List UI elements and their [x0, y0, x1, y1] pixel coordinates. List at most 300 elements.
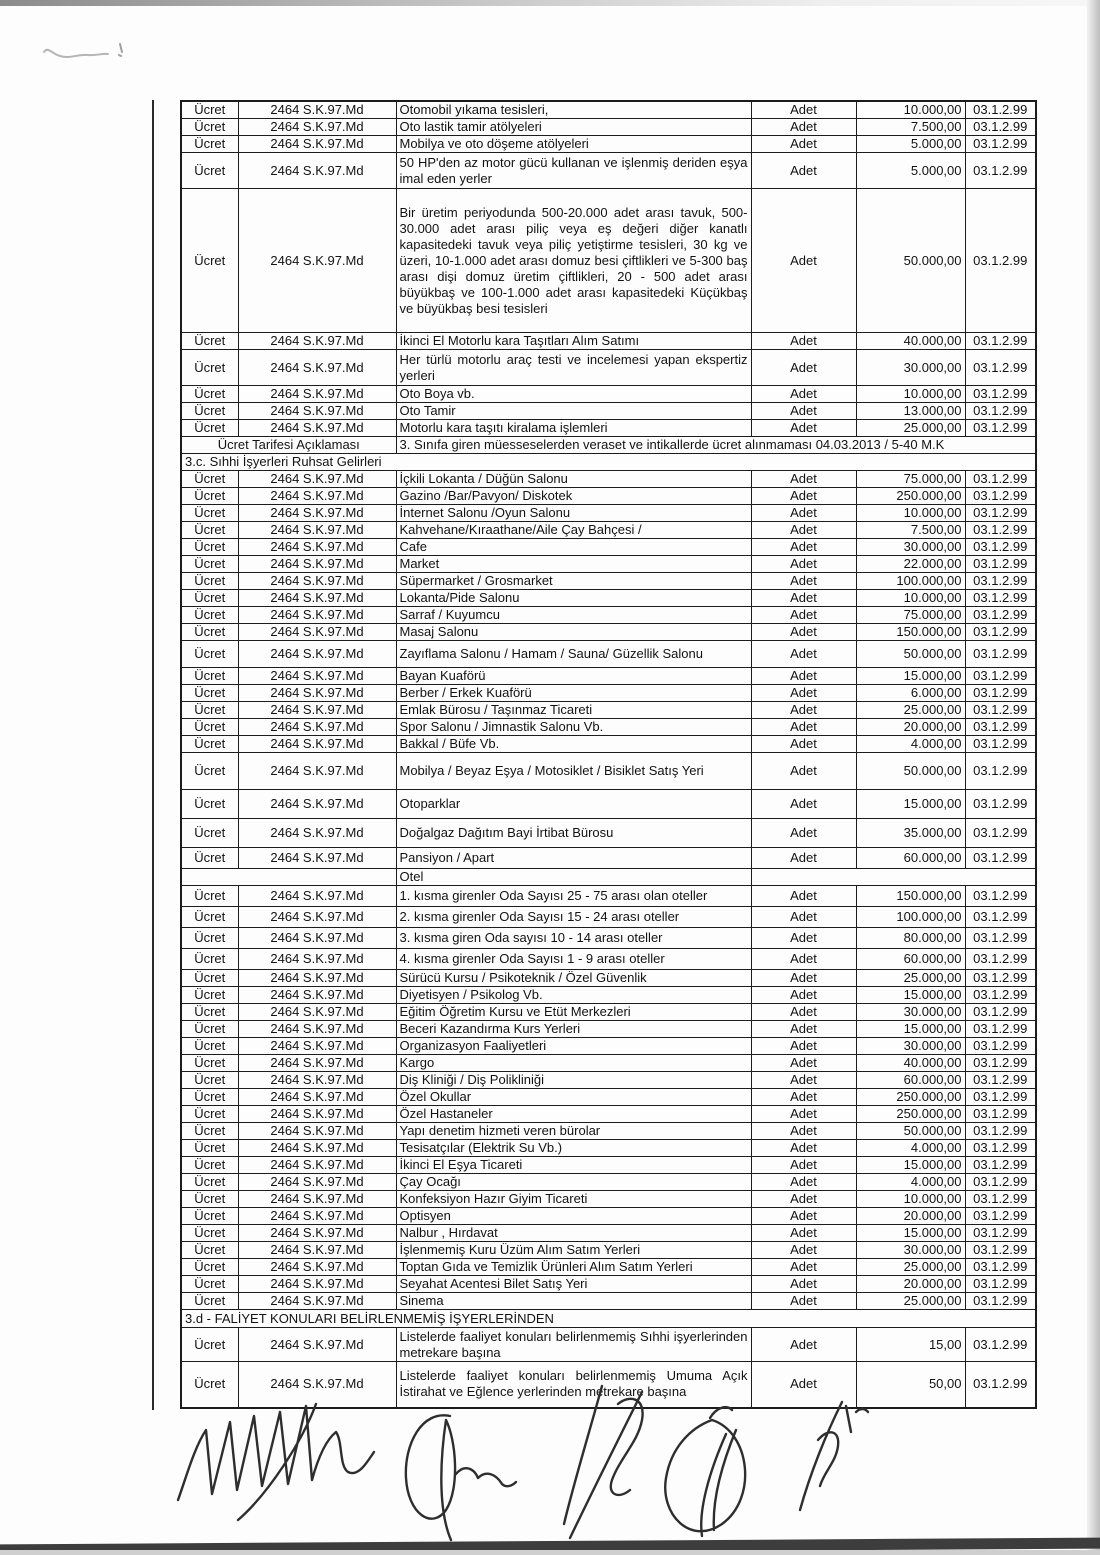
cell-amount: 30.000,00: [856, 1242, 965, 1259]
cell-unit: Adet: [751, 1089, 856, 1106]
scan-edge-bottom-shadow: [0, 1550, 1100, 1555]
cell-law-ref: 2464 S.K.97.Md: [238, 1157, 396, 1174]
cell-law-ref: 2464 S.K.97.Md: [238, 1225, 396, 1242]
cell-law-ref: 2464 S.K.97.Md: [238, 1293, 396, 1310]
table-row: [181, 1038, 1036, 1055]
table-row: [181, 101, 1036, 119]
cell-description: Motorlu kara taşıtı kiralama işlemleri: [396, 420, 751, 437]
cell-law-ref: 2464 S.K.97.Md: [238, 1106, 396, 1123]
cell-unit: Adet: [751, 1242, 856, 1259]
cell-amount: 20.000,00: [856, 719, 965, 736]
cell-amount: 15.000,00: [856, 1225, 965, 1242]
cell-description: Masaj Salonu: [396, 624, 751, 641]
cell-unit: Adet: [751, 848, 856, 869]
cell-description: Listelerde faaliyet konuları belirlenmemiş Umuma Açık İstirahat ve Eğlence yerlerinden metrekare başına: [396, 1362, 751, 1408]
cell-fee-type: Ücret: [181, 1225, 238, 1242]
cell-amount: 10.000,00: [856, 386, 965, 403]
table-row: [181, 702, 1036, 719]
cell-law-ref: 2464 S.K.97.Md: [238, 1242, 396, 1259]
cell-description: Doğalgaz Dağıtım Bayi İrtibat Bürosu: [396, 819, 751, 848]
table-row: [181, 624, 1036, 641]
table-row: [181, 1021, 1036, 1038]
cell-law-ref: 2464 S.K.97.Md: [238, 790, 396, 819]
cell-amount: 250.000,00: [856, 1089, 965, 1106]
cell-date: 03.1.2.99: [965, 753, 1036, 790]
cell-fee-type: Ücret: [181, 488, 238, 505]
cell-fee-type: Ücret: [181, 790, 238, 819]
cell-amount: 40.000,00: [856, 333, 965, 350]
table-row: [181, 1089, 1036, 1106]
cell-fee-type: Ücret: [181, 753, 238, 790]
table-row: [181, 539, 1036, 556]
cell-date: 03.1.2.99: [965, 685, 1036, 702]
cell-date: 03.1.2.99: [965, 522, 1036, 539]
cell-fee-type: Ücret: [181, 119, 238, 136]
cell-amount: 4.000,00: [856, 1174, 965, 1191]
cell-law-ref: 2464 S.K.97.Md: [238, 1004, 396, 1021]
table-row: [181, 1123, 1036, 1140]
cell-law-ref: 2464 S.K.97.Md: [238, 1208, 396, 1225]
cell-description: Her türlü motorlu araç testi ve incelemesi yapan ekspertiz yerleri: [396, 350, 751, 386]
table-row: [181, 970, 1036, 987]
cell-law-ref: 2464 S.K.97.Md: [238, 590, 396, 607]
cell-date: 03.1.2.99: [965, 539, 1036, 556]
cell-amount: 30.000,00: [856, 1038, 965, 1055]
cell-unit: Adet: [751, 1140, 856, 1157]
table-row: [181, 907, 1036, 928]
cell-date: 03.1.2.99: [965, 1362, 1036, 1408]
cell-amount: 30.000,00: [856, 539, 965, 556]
table-row: [181, 556, 1036, 573]
cell-fee-type: Ücret: [181, 1021, 238, 1038]
cell-law-ref: 2464 S.K.97.Md: [238, 1259, 396, 1276]
table-row: [181, 153, 1036, 189]
cell-amount: 10.000,00: [856, 505, 965, 522]
table-row: [181, 641, 1036, 668]
cell-description: Çay Ocağı: [396, 1174, 751, 1191]
cell-unit: Adet: [751, 573, 856, 590]
cell-description: Bakkal / Büfe Vb.: [396, 736, 751, 753]
cell-fee-type: Ücret: [181, 1140, 238, 1157]
cell-empty-right: [751, 869, 1036, 886]
cell-unit: Adet: [751, 1157, 856, 1174]
cell-fee-type: Ücret: [181, 949, 238, 970]
cell-unit: Adet: [751, 719, 856, 736]
cell-date: 03.1.2.99: [965, 1157, 1036, 1174]
cell-law-ref: 2464 S.K.97.Md: [238, 753, 396, 790]
cell-amount: 30.000,00: [856, 1004, 965, 1021]
section-row: [181, 454, 1036, 471]
cell-date: 03.1.2.99: [965, 970, 1036, 987]
table-row: [181, 403, 1036, 420]
cell-law-ref: 2464 S.K.97.Md: [238, 1328, 396, 1362]
cell-date: 03.1.2.99: [965, 119, 1036, 136]
cell-date: 03.1.2.99: [965, 928, 1036, 949]
cell-fee-type: Ücret: [181, 136, 238, 153]
cell-description: 50 HP'den az motor gücü kullanan ve işlenmiş deriden eşya imal eden yerler: [396, 153, 751, 189]
cell-date: 03.1.2.99: [965, 886, 1036, 907]
cell-amount: 100.000,00: [856, 907, 965, 928]
cell-description: Bayan Kuaförü: [396, 668, 751, 685]
cell-law-ref: 2464 S.K.97.Md: [238, 1055, 396, 1072]
cell-amount: 25.000,00: [856, 702, 965, 719]
cell-fee-type: Ücret: [181, 386, 238, 403]
cell-amount: 150.000,00: [856, 886, 965, 907]
cell-amount: 50,00: [856, 1362, 965, 1408]
cell-law-ref: 2464 S.K.97.Md: [238, 573, 396, 590]
cell-description: Otel: [396, 869, 751, 886]
cell-amount: 50.000,00: [856, 753, 965, 790]
cell-amount: 250.000,00: [856, 1106, 965, 1123]
table-row: [181, 736, 1036, 753]
cell-fee-type: Ücret: [181, 928, 238, 949]
table-row: [181, 886, 1036, 907]
cell-fee-type: Ücret: [181, 1106, 238, 1123]
cell-fee-type: Ücret: [181, 1259, 238, 1276]
cell-description: 1. kısma girenler Oda Sayısı 25 - 75 arası olan oteller: [396, 886, 751, 907]
cell-amount: 60.000,00: [856, 1072, 965, 1089]
cell-law-ref: 2464 S.K.97.Md: [238, 386, 396, 403]
cell-date: 03.1.2.99: [965, 350, 1036, 386]
cell-date: 03.1.2.99: [965, 949, 1036, 970]
cell-description: İçkili Lokanta / Düğün Salonu: [396, 471, 751, 488]
table-row: [181, 1293, 1036, 1310]
cell-date: 03.1.2.99: [965, 1259, 1036, 1276]
cell-fee-type: Ücret: [181, 1362, 238, 1408]
cell-fee-type: Ücret: [181, 1242, 238, 1259]
cell-law-ref: 2464 S.K.97.Md: [238, 685, 396, 702]
cell-amount: 6.000,00: [856, 685, 965, 702]
cell-unit: Adet: [751, 153, 856, 189]
cell-description: İkinci El Motorlu kara Taşıtları Alım Satımı: [396, 333, 751, 350]
cell-fee-type: Ücret: [181, 1004, 238, 1021]
cell-note-label: Ücret Tarifesi Açıklaması: [181, 437, 396, 454]
cell-date: 03.1.2.99: [965, 1123, 1036, 1140]
cell-unit: Adet: [751, 189, 856, 333]
cell-law-ref: 2464 S.K.97.Md: [238, 101, 396, 119]
cell-fee-type: Ücret: [181, 1072, 238, 1089]
table-row: [181, 119, 1036, 136]
cell-law-ref: 2464 S.K.97.Md: [238, 1276, 396, 1293]
cell-fee-type: Ücret: [181, 1328, 238, 1362]
cell-description: Bir üretim periyodunda 500-20.000 adet arası tavuk, 500-30.000 adet arası piliç veya eş değeri diğer kanatlı kapasitedeki tavuk veya piliç yetiştirme tesisleri, 30 kg ve üzeri, 10-1.000 adet arası domuz besi çiftlikleri ve 5-300 baş arası dişi domuz üretim çiftlikleri, 20 - 500 adet arası büyükbaş ve 100-1.000 adet arası kapasitedeki Küçükbaş ve büyükbaş besi tesisleri: [396, 189, 751, 333]
cell-unit: Adet: [751, 101, 856, 119]
cell-amount: 25.000,00: [856, 420, 965, 437]
table-row: [181, 1157, 1036, 1174]
cell-law-ref: 2464 S.K.97.Md: [238, 1191, 396, 1208]
cell-fee-type: Ücret: [181, 719, 238, 736]
cell-unit: Adet: [751, 119, 856, 136]
cell-law-ref: 2464 S.K.97.Md: [238, 1174, 396, 1191]
cell-unit: Adet: [751, 1055, 856, 1072]
cell-date: 03.1.2.99: [965, 819, 1036, 848]
cell-date: 03.1.2.99: [965, 1276, 1036, 1293]
cell-date: 03.1.2.99: [965, 101, 1036, 119]
cell-law-ref: 2464 S.K.97.Md: [238, 702, 396, 719]
cell-unit: Adet: [751, 1174, 856, 1191]
table-row: [181, 1174, 1036, 1191]
table-row: [181, 136, 1036, 153]
cell-description: 4. kısma girenler Oda Sayısı 1 - 9 arası oteller: [396, 949, 751, 970]
cell-description: Sinema: [396, 1293, 751, 1310]
cell-unit: Adet: [751, 556, 856, 573]
cell-law-ref: 2464 S.K.97.Md: [238, 907, 396, 928]
cell-date: 03.1.2.99: [965, 1242, 1036, 1259]
cell-unit: Adet: [751, 539, 856, 556]
cell-description: Spor Salonu / Jimnastik Salonu Vb.: [396, 719, 751, 736]
cell-fee-type: Ücret: [181, 685, 238, 702]
table-row: [181, 505, 1036, 522]
cell-description: Gazino /Bar/Pavyon/ Diskotek: [396, 488, 751, 505]
cell-fee-type: Ücret: [181, 624, 238, 641]
cell-amount: 15,00: [856, 1328, 965, 1362]
cell-unit: Adet: [751, 420, 856, 437]
cell-unit: Adet: [751, 886, 856, 907]
cell-law-ref: 2464 S.K.97.Md: [238, 928, 396, 949]
cell-date: 03.1.2.99: [965, 1174, 1036, 1191]
cell-fee-type: Ücret: [181, 420, 238, 437]
cell-unit: Adet: [751, 928, 856, 949]
cell-unit: Adet: [751, 1038, 856, 1055]
cell-description: 2. kısma girenler Oda Sayısı 15 - 24 arası oteller: [396, 907, 751, 928]
cell-unit: Adet: [751, 790, 856, 819]
cell-description: Otomobil yıkama tesisleri,: [396, 101, 751, 119]
table-row: [181, 1072, 1036, 1089]
cell-amount: 50.000,00: [856, 641, 965, 668]
table-row: [181, 488, 1036, 505]
cell-description: İşlenmemiş Kuru Üzüm Alım Satım Yerleri: [396, 1242, 751, 1259]
cell-description: Seyahat Acentesi Bilet Satış Yeri: [396, 1276, 751, 1293]
table-row: [181, 386, 1036, 403]
tariff-table-body: [181, 101, 1036, 1408]
cell-unit: Adet: [751, 403, 856, 420]
cell-description: Listelerde faaliyet konuları belirlenmemiş Sıhhi işyerlerinden metrekare başına: [396, 1328, 751, 1362]
cell-law-ref: 2464 S.K.97.Md: [238, 819, 396, 848]
cell-amount: 13.000,00: [856, 403, 965, 420]
scan-edge-right: [1087, 0, 1100, 1555]
cell-date: 03.1.2.99: [965, 590, 1036, 607]
cell-amount: 100.000,00: [856, 573, 965, 590]
cell-law-ref: 2464 S.K.97.Md: [238, 539, 396, 556]
cell-date: 03.1.2.99: [965, 488, 1036, 505]
cell-unit: Adet: [751, 1106, 856, 1123]
cell-date: 03.1.2.99: [965, 1225, 1036, 1242]
cell-amount: 15.000,00: [856, 1021, 965, 1038]
cell-description: İnternet Salonu /Oyun Salonu: [396, 505, 751, 522]
cell-amount: 7.500,00: [856, 522, 965, 539]
signature-5: [800, 1402, 868, 1510]
cell-amount: 22.000,00: [856, 556, 965, 573]
cell-date: 03.1.2.99: [965, 1140, 1036, 1157]
cell-unit: Adet: [751, 1004, 856, 1021]
cell-date: 03.1.2.99: [965, 403, 1036, 420]
table-row: [181, 607, 1036, 624]
cell-law-ref: 2464 S.K.97.Md: [238, 970, 396, 987]
note-row: [181, 437, 1036, 454]
cell-fee-type: Ücret: [181, 907, 238, 928]
cell-date: 03.1.2.99: [965, 1055, 1036, 1072]
table-row: [181, 522, 1036, 539]
cell-law-ref: 2464 S.K.97.Md: [238, 607, 396, 624]
cell-fee-type: Ücret: [181, 590, 238, 607]
cell-date: 03.1.2.99: [965, 1021, 1036, 1038]
cell-law-ref: 2464 S.K.97.Md: [238, 1140, 396, 1157]
cell-fee-type: Ücret: [181, 702, 238, 719]
cell-amount: 15.000,00: [856, 790, 965, 819]
cell-fee-type: Ücret: [181, 607, 238, 624]
pencil-mark: [38, 38, 138, 72]
cell-description: Yapı denetim hizmeti veren bürolar: [396, 1123, 751, 1140]
cell-description: Oto Tamir: [396, 403, 751, 420]
cell-unit: Adet: [751, 1293, 856, 1310]
cell-law-ref: 2464 S.K.97.Md: [238, 1123, 396, 1140]
cell-description: Sarraf / Kuyumcu: [396, 607, 751, 624]
cell-date: 03.1.2.99: [965, 987, 1036, 1004]
table-row: [181, 1208, 1036, 1225]
signature-1: [178, 1404, 374, 1520]
cell-date: 03.1.2.99: [965, 386, 1036, 403]
cell-date: 03.1.2.99: [965, 848, 1036, 869]
cell-description: Lokanta/Pide Salonu: [396, 590, 751, 607]
cell-unit: Adet: [751, 1208, 856, 1225]
cell-date: 03.1.2.99: [965, 471, 1036, 488]
table-row: [181, 573, 1036, 590]
cell-description: Özel Okullar: [396, 1089, 751, 1106]
cell-amount: 7.500,00: [856, 119, 965, 136]
table-row: [181, 1140, 1036, 1157]
cell-date: 03.1.2.99: [965, 420, 1036, 437]
table-row: [181, 1106, 1036, 1123]
cell-fee-type: Ücret: [181, 101, 238, 119]
cell-description: Oto Boya vb.: [396, 386, 751, 403]
cell-unit: Adet: [751, 136, 856, 153]
cell-law-ref: 2464 S.K.97.Md: [238, 153, 396, 189]
cell-date: 03.1.2.99: [965, 1072, 1036, 1089]
cell-unit: Adet: [751, 522, 856, 539]
cell-unit: Adet: [751, 1328, 856, 1362]
cell-amount: 40.000,00: [856, 1055, 965, 1072]
cell-law-ref: 2464 S.K.97.Md: [238, 668, 396, 685]
cell-fee-type: Ücret: [181, 1208, 238, 1225]
cell-law-ref: 2464 S.K.97.Md: [238, 1362, 396, 1408]
cell-unit: Adet: [751, 1225, 856, 1242]
cell-description: Özel Hastaneler: [396, 1106, 751, 1123]
cell-fee-type: Ücret: [181, 987, 238, 1004]
cell-date: 03.1.2.99: [965, 668, 1036, 685]
cell-amount: 75.000,00: [856, 607, 965, 624]
cell-unit: Adet: [751, 590, 856, 607]
cell-fee-type: Ücret: [181, 403, 238, 420]
table-row: [181, 719, 1036, 736]
cell-fee-type: Ücret: [181, 1174, 238, 1191]
cell-amount: 60.000,00: [856, 848, 965, 869]
cell-law-ref: 2464 S.K.97.Md: [238, 333, 396, 350]
cell-description: Zayıflama Salonu / Hamam / Sauna/ Güzellik Salonu: [396, 641, 751, 668]
cell-unit: Adet: [751, 1123, 856, 1140]
cell-fee-type: Ücret: [181, 1038, 238, 1055]
cell-amount: 10.000,00: [856, 1191, 965, 1208]
cell-description: Diyetisyen / Psikolog Vb.: [396, 987, 751, 1004]
cell-law-ref: 2464 S.K.97.Md: [238, 505, 396, 522]
cell-date: 03.1.2.99: [965, 1089, 1036, 1106]
cell-fee-type: Ücret: [181, 522, 238, 539]
cell-unit: Adet: [751, 333, 856, 350]
cell-fee-type: Ücret: [181, 1123, 238, 1140]
cell-date: 03.1.2.99: [965, 790, 1036, 819]
table-row: [181, 1276, 1036, 1293]
cell-date: 03.1.2.99: [965, 189, 1036, 333]
cell-date: 03.1.2.99: [965, 907, 1036, 928]
cell-description: Mobilya ve oto döşeme atölyeleri: [396, 136, 751, 153]
cell-description: Beceri Kazandırma Kurs Yerleri: [396, 1021, 751, 1038]
cell-amount: 5.000,00: [856, 136, 965, 153]
cell-fee-type: Ücret: [181, 1276, 238, 1293]
cell-empty-left: [181, 869, 396, 886]
cell-law-ref: 2464 S.K.97.Md: [238, 1038, 396, 1055]
cell-date: 03.1.2.99: [965, 136, 1036, 153]
cell-unit: Adet: [751, 819, 856, 848]
table-row: [181, 350, 1036, 386]
cell-fee-type: Ücret: [181, 505, 238, 522]
cell-amount: 50.000,00: [856, 189, 965, 333]
cell-unit: Adet: [751, 350, 856, 386]
cell-fee-type: Ücret: [181, 539, 238, 556]
cell-description: Emlak Bürosu / Taşınmaz Ticareti: [396, 702, 751, 719]
cell-description: Mobilya / Beyaz Eşya / Motosiklet / Bisiklet Satış Yeri: [396, 753, 751, 790]
cell-description: Otoparklar: [396, 790, 751, 819]
cell-fee-type: Ücret: [181, 1293, 238, 1310]
signature-4: [665, 1407, 745, 1536]
cell-amount: 10.000,00: [856, 590, 965, 607]
cell-fee-type: Ücret: [181, 1089, 238, 1106]
cell-amount: 10.000,00: [856, 101, 965, 119]
cell-description: Berber / Erkek Kuaförü: [396, 685, 751, 702]
scan-edge-top: [0, 0, 1100, 6]
cell-law-ref: 2464 S.K.97.Md: [238, 987, 396, 1004]
cell-note-text: 3. Sınıfa giren müesseselerden veraset ve intikallerde ücret alınmaması 04.03.2013 / 5-40 M.K: [396, 437, 1036, 454]
signature-3: [564, 1386, 643, 1538]
cell-description: Diş Kliniği / Diş Polikliniği: [396, 1072, 751, 1089]
table-row: [181, 1055, 1036, 1072]
cell-unit: Adet: [751, 386, 856, 403]
signature-2: [406, 1415, 516, 1540]
cell-amount: 20.000,00: [856, 1208, 965, 1225]
cell-law-ref: 2464 S.K.97.Md: [238, 1021, 396, 1038]
cell-fee-type: Ücret: [181, 333, 238, 350]
cell-description: Oto lastik tamir atölyeleri: [396, 119, 751, 136]
table-row: [181, 1242, 1036, 1259]
cell-fee-type: Ücret: [181, 1055, 238, 1072]
table-row: [181, 420, 1036, 437]
table-row: [181, 189, 1036, 333]
cell-amount: 20.000,00: [856, 1276, 965, 1293]
cell-fee-type: Ücret: [181, 970, 238, 987]
cell-law-ref: 2464 S.K.97.Md: [238, 420, 396, 437]
cell-law-ref: 2464 S.K.97.Md: [238, 949, 396, 970]
cell-description: İkinci El Eşya Ticareti: [396, 1157, 751, 1174]
cell-fee-type: Ücret: [181, 189, 238, 333]
cell-date: 03.1.2.99: [965, 1004, 1036, 1021]
cell-fee-type: Ücret: [181, 471, 238, 488]
cell-description: Nalbur , Hırdavat: [396, 1225, 751, 1242]
cell-date: 03.1.2.99: [965, 573, 1036, 590]
cell-law-ref: 2464 S.K.97.Md: [238, 189, 396, 333]
table-row: [181, 819, 1036, 848]
cell-description: Optisyen: [396, 1208, 751, 1225]
table-row: [181, 1191, 1036, 1208]
table-row: [181, 685, 1036, 702]
cell-law-ref: 2464 S.K.97.Md: [238, 136, 396, 153]
